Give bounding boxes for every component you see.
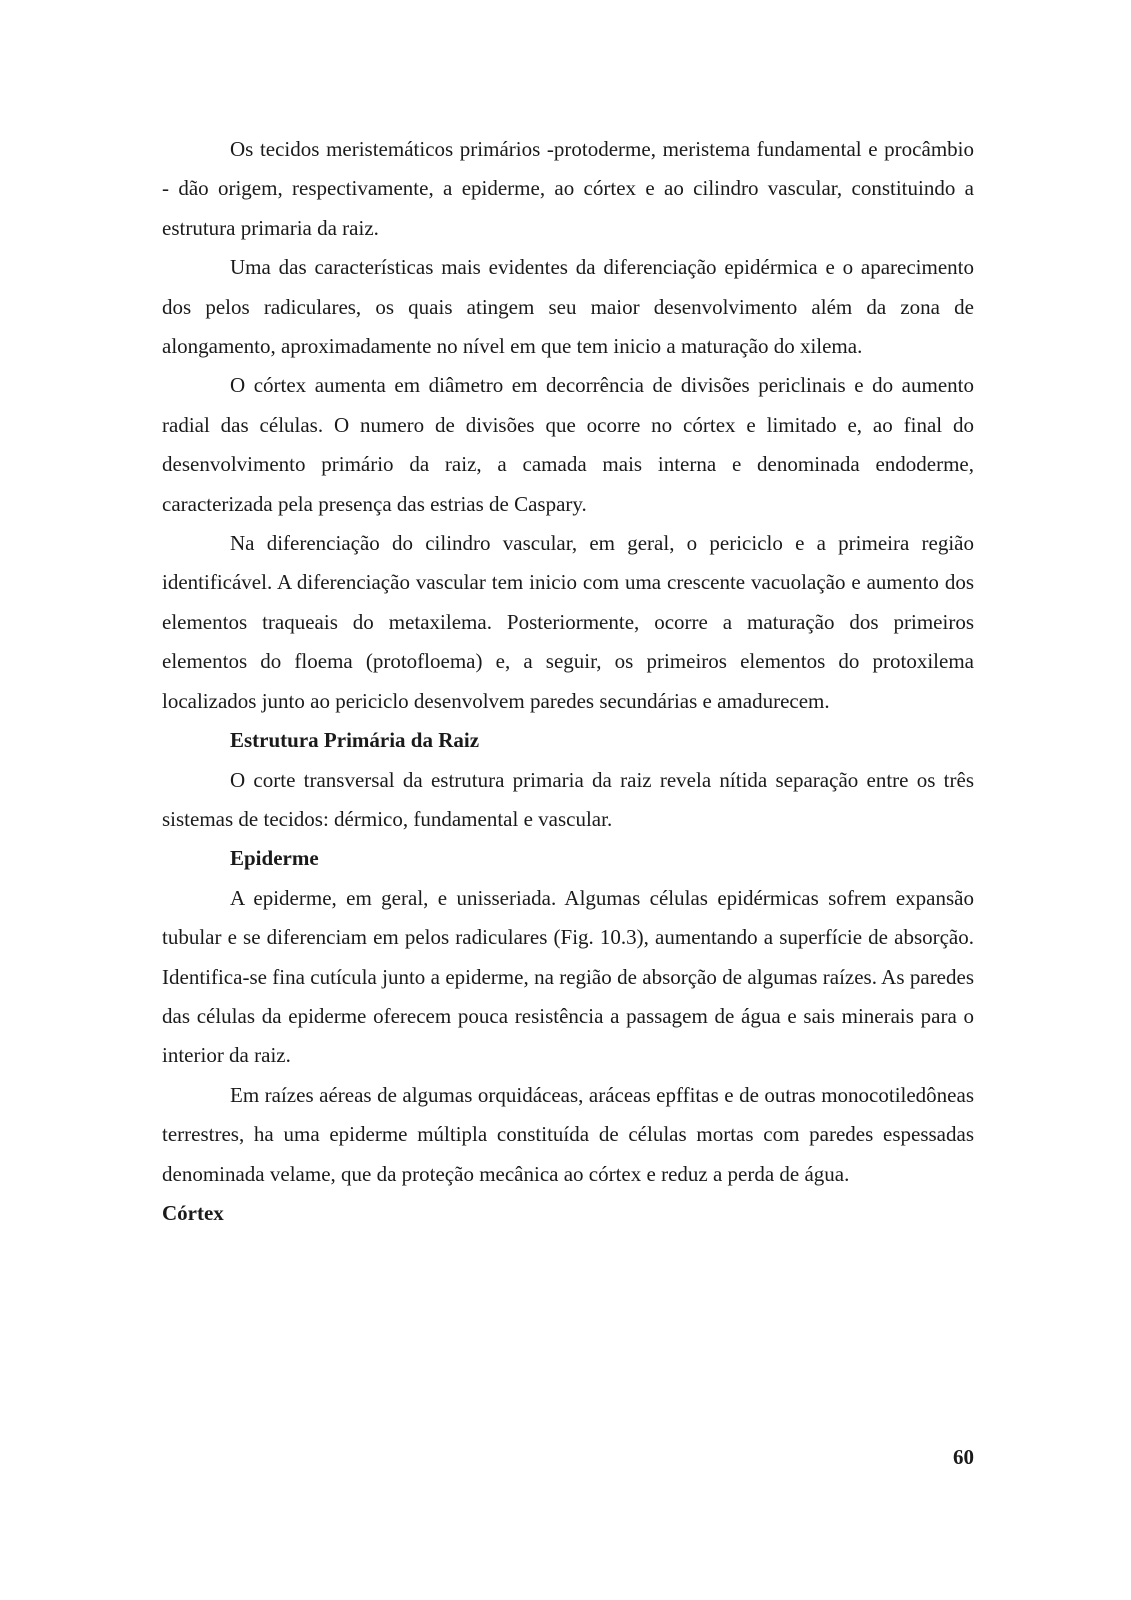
- heading-epidermis: Epiderme: [230, 846, 319, 871]
- paragraph-cross-section: O corte transversal da estrutura primaria da raiz revela nítida separação entre os três sistemas de tecidos: dérmico, fundamental e vascular.: [162, 767, 974, 831]
- heading-primary-structure: Estrutura Primária da Raiz: [230, 728, 480, 753]
- paragraph-meristematic-tissues: Os tecidos meristemáticos primários -protoderme, meristema fundamental e procâmbio - dão origem, respectivamente, a epiderme, ao córtex e ao cilindro vascular, constituindo a estrutura primaria da raiz.: [162, 137, 974, 240]
- paragraph-epidermis: A epiderme, em geral, e unisseriada. Algumas células epidérmicas sofrem expansão tubular e se diferenciam em pelos radiculares (Fig. 10.3), aumentando a superfície de absorção. Identifica-se fina cutícula junto a epiderme, na região de absorção de algumas raízes. As paredes das células da epiderme oferecem pouca resistência a passagem de água e sais minerais para o interior da raiz.: [162, 885, 974, 1068]
- paragraph-velamen: Em raízes aéreas de algumas orquidáceas, aráceas epffitas e de outras monocotiledôneas terrestres, ha uma epiderme múltipla constituída de células mortas com paredes espessadas denominada velame, que da proteção mecânica ao córtex e reduz a perda de água.: [162, 1082, 974, 1186]
- paragraph-cortex-growth: O córtex aumenta em diâmetro em decorrência de divisões periclinais e do aumento radial das células. O numero de divisões que ocorre no córtex e limitado e, ao final do desenvolvimento primário da raiz, a camada mais interna e denominada endoderme, caracterizada pela presença das estrias de Caspary.: [162, 373, 974, 516]
- page-number: 60: [953, 1445, 974, 1469]
- paragraph-root-hairs: Uma das características mais evidentes da diferenciação epidérmica e o aparecimento dos pelos radiculares, os quais atingem seu maior desenvolvimento além da zona de alongamento, aproximadamente no nível em que tem inicio a maturação do xilema.: [162, 255, 974, 359]
- paragraph-vascular-differentiation: Na diferenciação do cilindro vascular, em geral, o periciclo e a primeira região identificável. A diferenciação vascular tem inicio com uma crescente vacuolação e aumento dos elementos traqueais do metaxilema. Posteriormente, ocorre a maturação dos primeiros elementos do floema (protofloema) e, a seguir, os primeiros elementos do protoxilema localizados junto ao periciclo desenvolvem paredes secundárias e amadurecem.: [162, 531, 974, 713]
- heading-cortex: Córtex: [162, 1200, 224, 1225]
- body-text: [162, 130, 974, 1233]
